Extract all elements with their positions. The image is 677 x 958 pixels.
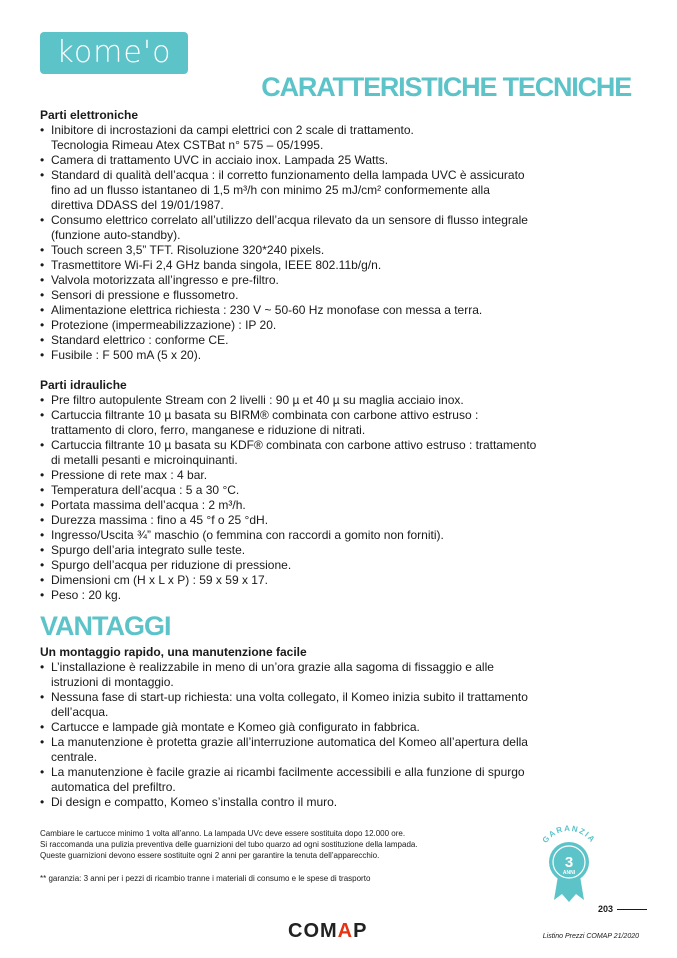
list-item: • Di design e compatto, Komeo s’installa contro il muro. [40, 795, 640, 810]
warranty-footnote: ** garanzia: 3 anni per i pezzi di ricambio tranne i materiali di consumo e le spese di trasporto [40, 874, 371, 883]
list-item: • Dimensioni cm (H x L x P) : 59 x 59 x 17. [40, 573, 640, 588]
comap-text-2: P [353, 920, 368, 942]
comap-logo [288, 920, 367, 943]
badge-arc-text: GARANZIA [540, 823, 598, 845]
komeo-logo [40, 32, 188, 74]
comap-text-1: COM [288, 920, 338, 942]
electronic-heading: Parti elettroniche [40, 108, 139, 122]
content [40, 108, 640, 884]
comap-text-accent: A [337, 920, 354, 942]
list-item: • Protezione (impermeabilizzazione) : IP 20. [40, 318, 640, 333]
list-item: • Pressione di rete max : 4 bar. [40, 468, 640, 483]
list-item: • La manutenzione è protetta grazie all’interruzione automatica del Komeo all’apertura della centrale. [40, 735, 640, 765]
electronic-list [40, 123, 640, 363]
hydraulic-list [40, 393, 640, 603]
advantages-list [40, 660, 640, 810]
list-item: • L’installazione è realizzabile in meno di un’ora grazie alla sagoma di fissaggio e alle istruzioni di montaggio. [40, 660, 640, 690]
list-item: • Consumo elettrico correlato all’utilizzo dell’acqua rilevato da un sensore di flusso integrale (funzione auto-standby). [40, 213, 640, 243]
list-item: • Fusibile : F 500 mA (5 x 20). [40, 348, 640, 363]
list-item: • Pre filtro autopulente Stream con 2 livelli : 90 µ et 40 µ su maglia acciaio inox. [40, 393, 640, 408]
note-line: Si raccomanda una pulizia preventiva delle guarnizioni del tubo quarzo ad ogni sostituzione della lampada. [40, 840, 418, 849]
list-item: • Valvola motorizzata all’ingresso e pre-filtro. [40, 273, 640, 288]
note-line: Queste guarnizioni devono essere sostituite ogni 2 anni per garantire la tenuta dell’apparecchio. [40, 851, 380, 860]
list-item: • Nessuna fase di start-up richiesta: una volta collegato, il Komeo inizia subito il trattamento dell’acqua. [40, 690, 640, 720]
advantages-title: VANTAGGI [40, 611, 171, 641]
list-item: • Inibitore di incrostazioni da campi elettrici con 2 scale di trattamento. Tecnologia Rimeau Atex CSTBat n° 575 – 05/1995. [40, 123, 640, 153]
page-number [598, 904, 647, 914]
logo-text: kome'o [56, 35, 172, 70]
list-item: • Touch screen 3,5” TFT. Risoluzione 320*240 pixels. [40, 243, 640, 258]
list-item: • Portata massima dell’acqua : 2 m³/h. [40, 498, 640, 513]
list-item: • Standard di qualità dell’acqua : il corretto funzionamento della lampada UVC è assicurato fino ad un flusso istantaneo di 1,5 m³/h con minimo 25 mJ/cm² conformemente alla direttiva DDASS del 19/01/1987. [40, 168, 640, 213]
badge-unit: ANNI [562, 870, 576, 876]
list-item: • Cartuccia filtrante 10 µ basata su BIRM® combinata con carbone attivo estruso : trattamento di cloro, ferro, manganese e riduzione di nitrati. [40, 408, 640, 438]
list-item: • Peso : 20 kg. [40, 588, 640, 603]
list-item: • La manutenzione è facile grazie ai ricambi facilmente accessibili e alla funzione di spurgo automatica del prefiltro. [40, 765, 640, 795]
list-item: • Spurgo dell’acqua per riduzione di pressione. [40, 558, 640, 573]
advantages-heading: Un montaggio rapido, una manutenzione facile [40, 645, 307, 659]
price-list-label: Listino Prezzi COMAP 21/2020 [542, 933, 639, 940]
list-item: • Spurgo dell’aria integrato sulle teste. [40, 543, 640, 558]
list-item: • Ingresso/Uscita ¾” maschio (o femmina con raccordi a gomito non forniti). [40, 528, 640, 543]
list-item: • Cartucce e lampade già montate e Komeo già configurato in fabbrica. [40, 720, 640, 735]
page-number-line [617, 909, 647, 910]
list-item: • Sensori di pressione e flussometro. [40, 288, 640, 303]
list-item: • Temperatura dell’acqua : 5 a 30 °C. [40, 483, 640, 498]
warranty-badge [530, 818, 608, 904]
list-item: • Standard elettrico : conforme CE. [40, 333, 640, 348]
note-line: Cambiare le cartucce minimo 1 volta all’anno. La lampada UVc deve essere sostituita dopo 12.000 ore. [40, 829, 406, 838]
list-item: • Camera di trattamento UVC in acciaio inox. Lampada 25 Watts. [40, 153, 640, 168]
page-number-value: 203 [597, 904, 613, 914]
page-title: CARATTERISTICHE TECNICHE [261, 72, 631, 102]
hydraulic-heading: Parti idrauliche [40, 378, 127, 392]
list-item: • Durezza massima : fino a 45 °f o 25 °dH. [40, 513, 640, 528]
list-item: • Alimentazione elettrica richiesta : 230 V ~ 50-60 Hz monofase con messa a terra. [40, 303, 640, 318]
list-item: • Cartuccia filtrante 10 µ basata su KDF® combinata con carbone attivo estruso : trattamento di metalli pesanti e microinquinanti. [40, 438, 640, 468]
badge-number: 3 [564, 854, 574, 871]
list-item: • Trasmettitore Wi-Fi 2,4 GHz banda singola, IEEE 802.11b/g/n. [40, 258, 640, 273]
